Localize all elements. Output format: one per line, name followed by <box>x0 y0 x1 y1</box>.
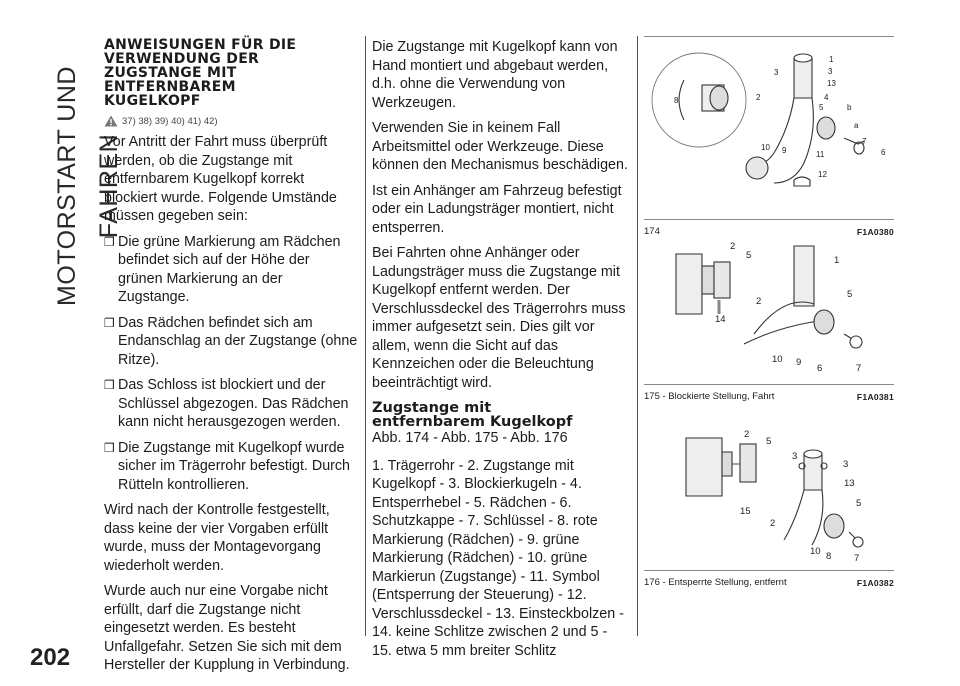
svg-text:15: 15 <box>740 506 751 517</box>
column-divider-1 <box>365 36 366 636</box>
chapter-side-tab <box>44 36 123 336</box>
svg-text:4: 4 <box>824 93 829 102</box>
svg-text:2: 2 <box>756 296 762 307</box>
svg-text:13: 13 <box>827 79 836 88</box>
svg-text:2: 2 <box>770 518 776 529</box>
svg-text:10: 10 <box>761 143 770 152</box>
svg-text:2: 2 <box>730 241 736 252</box>
svg-text:8: 8 <box>674 96 679 105</box>
figure-caption <box>644 570 894 588</box>
sub-heading: Zugstange mit entfernbarem Kugelkopf <box>372 400 573 430</box>
warning-triangle-icon <box>104 115 118 127</box>
column-middle <box>372 38 630 667</box>
svg-text:10: 10 <box>772 354 783 365</box>
svg-text:13: 13 <box>844 478 855 489</box>
svg-text:7: 7 <box>862 137 867 146</box>
svg-text:5: 5 <box>856 498 862 509</box>
svg-text:2: 2 <box>756 93 761 102</box>
callout-labels <box>715 241 861 374</box>
checklist-item: ❒ Das Schloss ist blockiert und der Schlüssel abgezogen. Das Rädchen kann nicht herausgezogen werden. <box>104 377 349 430</box>
svg-text:b: b <box>847 103 852 112</box>
column-divider-2 <box>637 36 638 636</box>
svg-text:5: 5 <box>766 436 772 447</box>
svg-text:5: 5 <box>746 250 752 261</box>
section-heading: ANWEISUNGEN FÜR DIE VERWENDUNG DER ZUGSTANGE MIT ENTFERNBAREM KUGELKOPF <box>104 37 297 109</box>
figure-174 <box>644 40 894 237</box>
page-number: 202 <box>30 644 71 671</box>
checklist-item: ❒ Das Rädchen befindet sich am Endanschlag an der Zugstange (ohne Ritze). <box>104 314 358 368</box>
svg-text:6: 6 <box>881 148 886 157</box>
column-left <box>104 38 358 682</box>
svg-text:8: 8 <box>826 551 832 562</box>
svg-text:2: 2 <box>744 429 750 440</box>
paragraph: Verwenden Sie in keinem Fall Arbeitsmittel oder Werkzeuge. Diese können den Mechanismus beschädigen. <box>372 120 628 173</box>
svg-text:1: 1 <box>834 255 840 266</box>
checkbox-icon: ❒ <box>104 378 115 392</box>
tow-bar-drawing-176 <box>644 414 894 566</box>
svg-text:a: a <box>854 121 859 130</box>
caption-text: 176 - Entsperrte Stellung, entfernt <box>644 577 787 588</box>
svg-text:7: 7 <box>854 553 860 564</box>
figure-code: F1A0381 <box>856 391 894 402</box>
paragraph: Die Zugstange mit Kugelkopf kann von Hand montiert und abgebaut werden, d.h. ohne die Verwendung von Werkzeugen. <box>372 39 618 111</box>
figure-code: F1A0382 <box>856 577 894 588</box>
svg-text:11: 11 <box>816 150 825 159</box>
svg-text:5: 5 <box>819 103 824 112</box>
checkbox-icon: ❒ <box>104 440 115 455</box>
chapter-title: MOTORSTART UND FAHREN <box>53 66 123 306</box>
paragraph: Ist ein Anhänger am Fahrzeug befestigt oder ein Ladungsträger montiert, nicht entsperren. <box>372 182 622 236</box>
paragraph: Wird nach der Kontrolle festgestellt, dass keine der vier Vorgaben erfüllt wurde, muss der Montagevorgang wiederholt werden. <box>104 502 330 574</box>
svg-text:5: 5 <box>847 289 853 300</box>
checklist-item: ❒ Die grüne Markierung am Rädchen befindet sich auf der Höhe der grünen Markierung an der Zugstange. <box>104 233 341 305</box>
svg-text:1: 1 <box>829 55 834 64</box>
callout-labels <box>674 55 886 179</box>
checkbox-icon: ❒ <box>104 315 115 330</box>
callout-labels <box>740 429 861 564</box>
svg-text:3: 3 <box>828 67 833 76</box>
svg-text:6: 6 <box>817 363 823 374</box>
svg-text:10: 10 <box>810 546 821 557</box>
svg-text:3: 3 <box>843 459 849 470</box>
parts-legend: 1. Trägerrohr - 2. Zugstange mit Kugelkopf - 3. Blockierkugeln - 4. Entsperrhebel - 5. Rädchen - 6. Schutzkappe - 7. Schlüssel - 8. rote Markierung (Rädchen) - 9. grüne Markierung (Rädchen) - 10. grüne Markierun (Zugstange) - 11. Symbol (Entsperrung der Steuerung) - 12. Verschlussdeckel - 13. Einsteckbolzen - 14. keine Schlitze zwischen 2 und 5 - 15. etwa 5 mm breiter Schlitz <box>372 457 624 659</box>
svg-text:14: 14 <box>715 314 726 325</box>
figure-176 <box>644 414 894 588</box>
svg-text:9: 9 <box>782 146 787 155</box>
caption-text: 174 <box>644 226 660 237</box>
svg-text:12: 12 <box>818 170 827 179</box>
svg-text:3: 3 <box>792 451 798 462</box>
svg-text:9: 9 <box>796 357 802 368</box>
figure-top-rule <box>644 36 894 37</box>
figure-caption <box>644 384 894 402</box>
tow-bar-drawing-174 <box>644 40 894 215</box>
paragraph: Wurde auch nur eine Vorgabe nicht erfüllt, darf die Zugstange nicht eingesetzt werden. Es besteht Unfallgefahr. Setzen Sie sich mit dem Hersteller der Kupplung in Verbindung. <box>104 583 350 673</box>
warning-references: 37) 38) 39) 40) 41) 42) <box>104 115 358 127</box>
checklist-item: ❒ Die Zugstange mit Kugelkopf wurde sicher im Trägerrohr befestigt. Durch Rütteln kontrollieren. <box>104 439 351 493</box>
paragraph: Bei Fahrten ohne Anhänger oder Ladungsträger muss die Zugstange mit Kugelkopf entfernt werden. Der Verschlussdeckel des Trägerrohrs muss immer aufgesetzt sein. Dies gilt vor allem, wenn die Sicht auf das Kennzeichen oder die Beleuchtung beeinträchtigt wird. <box>372 245 626 391</box>
intro-paragraph: Vor Antritt der Fahrt muss überprüft werden, ob die Zugstange mit entfernbarem Kugelkopf korrekt blockiert wurde. Folgende Umstände müssen gegeben sein: <box>104 134 337 224</box>
tow-bar-drawing-175 <box>644 234 894 380</box>
svg-text:7: 7 <box>856 363 862 374</box>
caption-text: 175 - Blockierte Stellung, Fahrt <box>644 391 775 402</box>
figure-references: Abb. 174 - Abb. 175 - Abb. 176 <box>372 430 568 446</box>
checkbox-icon: ❒ <box>104 234 115 249</box>
figure-175 <box>644 234 894 402</box>
figure-code: F1A0380 <box>856 226 894 237</box>
svg-text:3: 3 <box>774 68 779 77</box>
